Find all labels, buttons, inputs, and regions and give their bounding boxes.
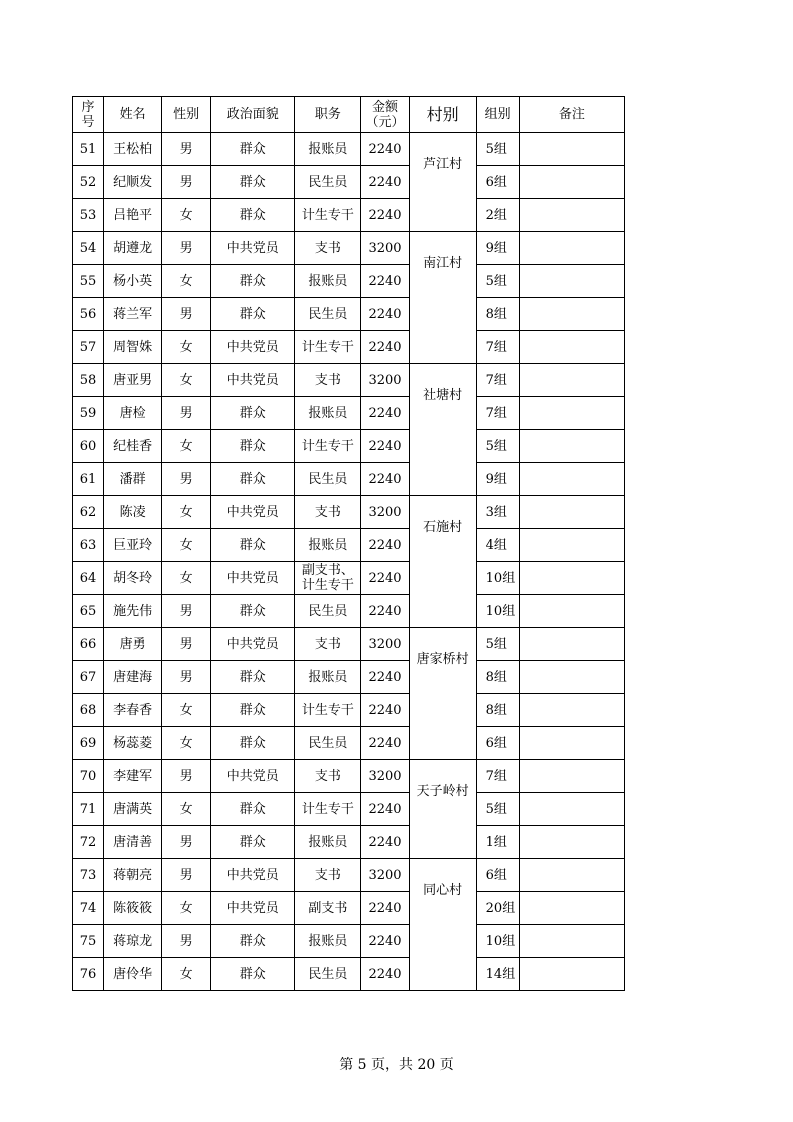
cell-group: 8组 bbox=[476, 694, 519, 727]
table-row bbox=[73, 793, 625, 826]
cell-amount: 3200 bbox=[361, 760, 409, 793]
cell-seq: 51 bbox=[73, 133, 104, 166]
cell-amount: 2240 bbox=[361, 463, 409, 496]
cell-seq: 68 bbox=[73, 694, 104, 727]
cell-seq: 74 bbox=[73, 892, 104, 925]
cell-position: 民生员 bbox=[295, 595, 361, 628]
table-row bbox=[73, 298, 625, 331]
table-row bbox=[73, 826, 625, 859]
cell-amount: 3200 bbox=[361, 859, 409, 892]
cell-position: 计生专干 bbox=[295, 199, 361, 232]
cell-name: 王松柏 bbox=[104, 133, 162, 166]
cell-gender: 女 bbox=[162, 496, 211, 529]
cell-name: 唐建海 bbox=[104, 661, 162, 694]
cell-gender: 女 bbox=[162, 430, 211, 463]
cell-name: 纪顺发 bbox=[104, 166, 162, 199]
cell-seq: 59 bbox=[73, 397, 104, 430]
cell-position: 副支书 bbox=[295, 892, 361, 925]
cell-amount: 3200 bbox=[361, 628, 409, 661]
cell-position: 支书 bbox=[295, 496, 361, 529]
cell-political: 中共党员 bbox=[211, 232, 295, 265]
cell-name: 施先伟 bbox=[104, 595, 162, 628]
cell-political: 群众 bbox=[211, 199, 295, 232]
cell-group: 6组 bbox=[476, 727, 519, 760]
cell-gender: 女 bbox=[162, 199, 211, 232]
cell-political: 群众 bbox=[211, 298, 295, 331]
cell-gender: 男 bbox=[162, 661, 211, 694]
cell-gender: 女 bbox=[162, 958, 211, 991]
cell-seq: 71 bbox=[73, 793, 104, 826]
cell-group: 8组 bbox=[476, 661, 519, 694]
cell-amount: 2240 bbox=[361, 562, 409, 595]
cell-position: 支书 bbox=[295, 859, 361, 892]
cell-amount: 2240 bbox=[361, 133, 409, 166]
cell-seq: 69 bbox=[73, 727, 104, 760]
cell-gender: 男 bbox=[162, 826, 211, 859]
cell-remark bbox=[519, 727, 624, 760]
table-row bbox=[73, 661, 625, 694]
cell-remark bbox=[519, 199, 624, 232]
cell-amount: 2240 bbox=[361, 793, 409, 826]
cell-name: 周智姝 bbox=[104, 331, 162, 364]
cell-group: 10组 bbox=[476, 562, 519, 595]
cell-political: 群众 bbox=[211, 694, 295, 727]
cell-amount: 2240 bbox=[361, 265, 409, 298]
cell-position: 支书 bbox=[295, 628, 361, 661]
cell-position: 计生专干 bbox=[295, 793, 361, 826]
cell-political: 中共党员 bbox=[211, 331, 295, 364]
cell-group: 9组 bbox=[476, 463, 519, 496]
cell-amount: 2240 bbox=[361, 892, 409, 925]
cell-remark bbox=[519, 397, 624, 430]
header-amount: 金额 （元） bbox=[361, 97, 409, 133]
cell-position: 报账员 bbox=[295, 529, 361, 562]
cell-amount: 2240 bbox=[361, 430, 409, 463]
cell-political: 群众 bbox=[211, 958, 295, 991]
cell-remark bbox=[519, 529, 624, 562]
cell-village: 同心村 bbox=[409, 859, 476, 991]
cell-gender: 男 bbox=[162, 925, 211, 958]
cell-village: 南江村 bbox=[409, 232, 476, 364]
cell-group: 5组 bbox=[476, 628, 519, 661]
cell-gender: 女 bbox=[162, 265, 211, 298]
cell-group: 4组 bbox=[476, 529, 519, 562]
cell-amount: 3200 bbox=[361, 232, 409, 265]
cell-remark bbox=[519, 925, 624, 958]
cell-remark bbox=[519, 859, 624, 892]
table-row bbox=[73, 628, 625, 661]
roster-table bbox=[72, 96, 625, 991]
cell-village: 社塘村 bbox=[409, 364, 476, 496]
cell-remark bbox=[519, 232, 624, 265]
page-footer: 第 5 页，共 20 页 bbox=[339, 1057, 454, 1073]
cell-seq: 52 bbox=[73, 166, 104, 199]
table-row bbox=[73, 529, 625, 562]
cell-political: 中共党员 bbox=[211, 496, 295, 529]
cell-group: 1组 bbox=[476, 826, 519, 859]
table-row bbox=[73, 199, 625, 232]
table-row bbox=[73, 397, 625, 430]
cell-remark bbox=[519, 265, 624, 298]
cell-remark bbox=[519, 331, 624, 364]
cell-gender: 女 bbox=[162, 529, 211, 562]
cell-gender: 女 bbox=[162, 694, 211, 727]
cell-political: 中共党员 bbox=[211, 364, 295, 397]
cell-group: 7组 bbox=[476, 364, 519, 397]
cell-group: 5组 bbox=[476, 133, 519, 166]
cell-seq: 75 bbox=[73, 925, 104, 958]
cell-group: 9组 bbox=[476, 232, 519, 265]
cell-political: 中共党员 bbox=[211, 892, 295, 925]
cell-seq: 53 bbox=[73, 199, 104, 232]
cell-group: 10组 bbox=[476, 595, 519, 628]
cell-position: 支书 bbox=[295, 232, 361, 265]
cell-name: 唐清善 bbox=[104, 826, 162, 859]
cell-political: 群众 bbox=[211, 595, 295, 628]
header-name: 姓名 bbox=[104, 97, 162, 133]
table-body bbox=[73, 133, 625, 991]
cell-political: 群众 bbox=[211, 727, 295, 760]
header-position: 职务 bbox=[295, 97, 361, 133]
cell-remark bbox=[519, 166, 624, 199]
cell-gender: 女 bbox=[162, 364, 211, 397]
cell-name: 潘群 bbox=[104, 463, 162, 496]
table-row bbox=[73, 694, 625, 727]
cell-gender: 男 bbox=[162, 397, 211, 430]
cell-position: 报账员 bbox=[295, 265, 361, 298]
cell-gender: 女 bbox=[162, 892, 211, 925]
cell-gender: 男 bbox=[162, 463, 211, 496]
cell-remark bbox=[519, 892, 624, 925]
cell-remark bbox=[519, 826, 624, 859]
cell-name: 胡冬玲 bbox=[104, 562, 162, 595]
table-row bbox=[73, 430, 625, 463]
cell-political: 群众 bbox=[211, 265, 295, 298]
cell-gender: 男 bbox=[162, 595, 211, 628]
cell-name: 唐亚男 bbox=[104, 364, 162, 397]
cell-group: 6组 bbox=[476, 859, 519, 892]
cell-amount: 2240 bbox=[361, 958, 409, 991]
cell-group: 20组 bbox=[476, 892, 519, 925]
cell-seq: 62 bbox=[73, 496, 104, 529]
cell-name: 李春香 bbox=[104, 694, 162, 727]
cell-name: 蒋兰军 bbox=[104, 298, 162, 331]
cell-seq: 65 bbox=[73, 595, 104, 628]
cell-position: 民生员 bbox=[295, 958, 361, 991]
cell-gender: 男 bbox=[162, 298, 211, 331]
cell-gender: 男 bbox=[162, 166, 211, 199]
cell-remark bbox=[519, 694, 624, 727]
table-row bbox=[73, 133, 625, 166]
cell-village: 天子岭村 bbox=[409, 760, 476, 859]
cell-name: 纪桂香 bbox=[104, 430, 162, 463]
cell-political: 群众 bbox=[211, 463, 295, 496]
table-row bbox=[73, 232, 625, 265]
cell-name: 唐伶华 bbox=[104, 958, 162, 991]
cell-name: 唐检 bbox=[104, 397, 162, 430]
table-row bbox=[73, 331, 625, 364]
header-gender: 性别 bbox=[162, 97, 211, 133]
cell-amount: 2240 bbox=[361, 826, 409, 859]
cell-position: 计生专干 bbox=[295, 331, 361, 364]
cell-group: 7组 bbox=[476, 331, 519, 364]
cell-group: 3组 bbox=[476, 496, 519, 529]
cell-group: 5组 bbox=[476, 265, 519, 298]
cell-amount: 2240 bbox=[361, 694, 409, 727]
table-row bbox=[73, 925, 625, 958]
table-row bbox=[73, 562, 625, 595]
table-row bbox=[73, 166, 625, 199]
cell-gender: 女 bbox=[162, 727, 211, 760]
cell-group: 7组 bbox=[476, 397, 519, 430]
cell-village: 唐家桥村 bbox=[409, 628, 476, 760]
cell-remark bbox=[519, 496, 624, 529]
cell-position: 报账员 bbox=[295, 661, 361, 694]
header-remark: 备注 bbox=[519, 97, 624, 133]
cell-position: 民生员 bbox=[295, 166, 361, 199]
cell-seq: 70 bbox=[73, 760, 104, 793]
cell-group: 10组 bbox=[476, 925, 519, 958]
cell-remark bbox=[519, 793, 624, 826]
cell-gender: 男 bbox=[162, 859, 211, 892]
cell-amount: 2240 bbox=[361, 199, 409, 232]
cell-name: 李建军 bbox=[104, 760, 162, 793]
cell-name: 陈筱筱 bbox=[104, 892, 162, 925]
cell-seq: 67 bbox=[73, 661, 104, 694]
cell-political: 群众 bbox=[211, 793, 295, 826]
cell-remark bbox=[519, 562, 624, 595]
cell-political: 中共党员 bbox=[211, 628, 295, 661]
cell-amount: 3200 bbox=[361, 364, 409, 397]
cell-name: 杨蕊菱 bbox=[104, 727, 162, 760]
header-political: 政治面貌 bbox=[211, 97, 295, 133]
table-row bbox=[73, 760, 625, 793]
cell-seq: 54 bbox=[73, 232, 104, 265]
cell-name: 唐满英 bbox=[104, 793, 162, 826]
cell-group: 5组 bbox=[476, 793, 519, 826]
cell-name: 巨亚玲 bbox=[104, 529, 162, 562]
cell-gender: 男 bbox=[162, 232, 211, 265]
cell-village: 芦江村 bbox=[409, 133, 476, 232]
cell-position: 报账员 bbox=[295, 925, 361, 958]
table-row bbox=[73, 265, 625, 298]
cell-group: 14组 bbox=[476, 958, 519, 991]
cell-gender: 男 bbox=[162, 628, 211, 661]
cell-position: 民生员 bbox=[295, 298, 361, 331]
cell-political: 群众 bbox=[211, 430, 295, 463]
table-row bbox=[73, 958, 625, 991]
cell-amount: 2240 bbox=[361, 298, 409, 331]
cell-seq: 61 bbox=[73, 463, 104, 496]
cell-gender: 女 bbox=[162, 331, 211, 364]
table-row bbox=[73, 463, 625, 496]
cell-position: 报账员 bbox=[295, 397, 361, 430]
cell-political: 群众 bbox=[211, 133, 295, 166]
cell-position: 计生专干 bbox=[295, 430, 361, 463]
table-row bbox=[73, 496, 625, 529]
cell-amount: 2240 bbox=[361, 727, 409, 760]
header-row bbox=[73, 97, 625, 133]
cell-remark bbox=[519, 463, 624, 496]
cell-remark bbox=[519, 595, 624, 628]
cell-remark bbox=[519, 298, 624, 331]
cell-amount: 3200 bbox=[361, 496, 409, 529]
cell-remark bbox=[519, 661, 624, 694]
cell-group: 5组 bbox=[476, 430, 519, 463]
cell-gender: 女 bbox=[162, 793, 211, 826]
cell-seq: 64 bbox=[73, 562, 104, 595]
cell-position: 副支书、 计生专干 bbox=[295, 562, 361, 595]
cell-remark bbox=[519, 133, 624, 166]
table-row bbox=[73, 859, 625, 892]
cell-position: 民生员 bbox=[295, 463, 361, 496]
cell-seq: 76 bbox=[73, 958, 104, 991]
cell-seq: 55 bbox=[73, 265, 104, 298]
cell-amount: 2240 bbox=[361, 397, 409, 430]
cell-seq: 56 bbox=[73, 298, 104, 331]
cell-seq: 63 bbox=[73, 529, 104, 562]
cell-name: 陈凌 bbox=[104, 496, 162, 529]
cell-name: 蒋朝亮 bbox=[104, 859, 162, 892]
header-village: 村别 bbox=[409, 97, 476, 133]
cell-group: 7组 bbox=[476, 760, 519, 793]
cell-seq: 72 bbox=[73, 826, 104, 859]
cell-amount: 2240 bbox=[361, 529, 409, 562]
cell-political: 群众 bbox=[211, 925, 295, 958]
cell-remark bbox=[519, 628, 624, 661]
cell-group: 6组 bbox=[476, 166, 519, 199]
cell-position: 报账员 bbox=[295, 133, 361, 166]
cell-name: 吕艳平 bbox=[104, 199, 162, 232]
cell-amount: 2240 bbox=[361, 925, 409, 958]
cell-gender: 女 bbox=[162, 562, 211, 595]
cell-name: 唐勇 bbox=[104, 628, 162, 661]
cell-remark bbox=[519, 430, 624, 463]
cell-name: 胡遵龙 bbox=[104, 232, 162, 265]
cell-gender: 男 bbox=[162, 133, 211, 166]
cell-position: 支书 bbox=[295, 760, 361, 793]
cell-amount: 2240 bbox=[361, 595, 409, 628]
cell-seq: 58 bbox=[73, 364, 104, 397]
cell-political: 群众 bbox=[211, 826, 295, 859]
table-row bbox=[73, 595, 625, 628]
table-row bbox=[73, 364, 625, 397]
cell-remark bbox=[519, 364, 624, 397]
cell-seq: 60 bbox=[73, 430, 104, 463]
cell-position: 民生员 bbox=[295, 727, 361, 760]
cell-name: 蒋琼龙 bbox=[104, 925, 162, 958]
cell-political: 群众 bbox=[211, 397, 295, 430]
header-group: 组别 bbox=[476, 97, 519, 133]
cell-remark bbox=[519, 760, 624, 793]
cell-amount: 2240 bbox=[361, 166, 409, 199]
cell-position: 支书 bbox=[295, 364, 361, 397]
cell-political: 中共党员 bbox=[211, 859, 295, 892]
cell-group: 8组 bbox=[476, 298, 519, 331]
cell-remark bbox=[519, 958, 624, 991]
cell-political: 中共党员 bbox=[211, 562, 295, 595]
cell-political: 群众 bbox=[211, 661, 295, 694]
cell-political: 中共党员 bbox=[211, 760, 295, 793]
cell-position: 计生专干 bbox=[295, 694, 361, 727]
cell-amount: 2240 bbox=[361, 331, 409, 364]
cell-seq: 57 bbox=[73, 331, 104, 364]
cell-political: 群众 bbox=[211, 166, 295, 199]
table-row bbox=[73, 892, 625, 925]
cell-amount: 2240 bbox=[361, 661, 409, 694]
cell-political: 群众 bbox=[211, 529, 295, 562]
table-row bbox=[73, 727, 625, 760]
cell-village: 石施村 bbox=[409, 496, 476, 628]
header-seq: 序 号 bbox=[73, 97, 104, 133]
cell-seq: 66 bbox=[73, 628, 104, 661]
cell-gender: 男 bbox=[162, 760, 211, 793]
cell-name: 杨小英 bbox=[104, 265, 162, 298]
cell-group: 2组 bbox=[476, 199, 519, 232]
cell-seq: 73 bbox=[73, 859, 104, 892]
cell-position: 报账员 bbox=[295, 826, 361, 859]
